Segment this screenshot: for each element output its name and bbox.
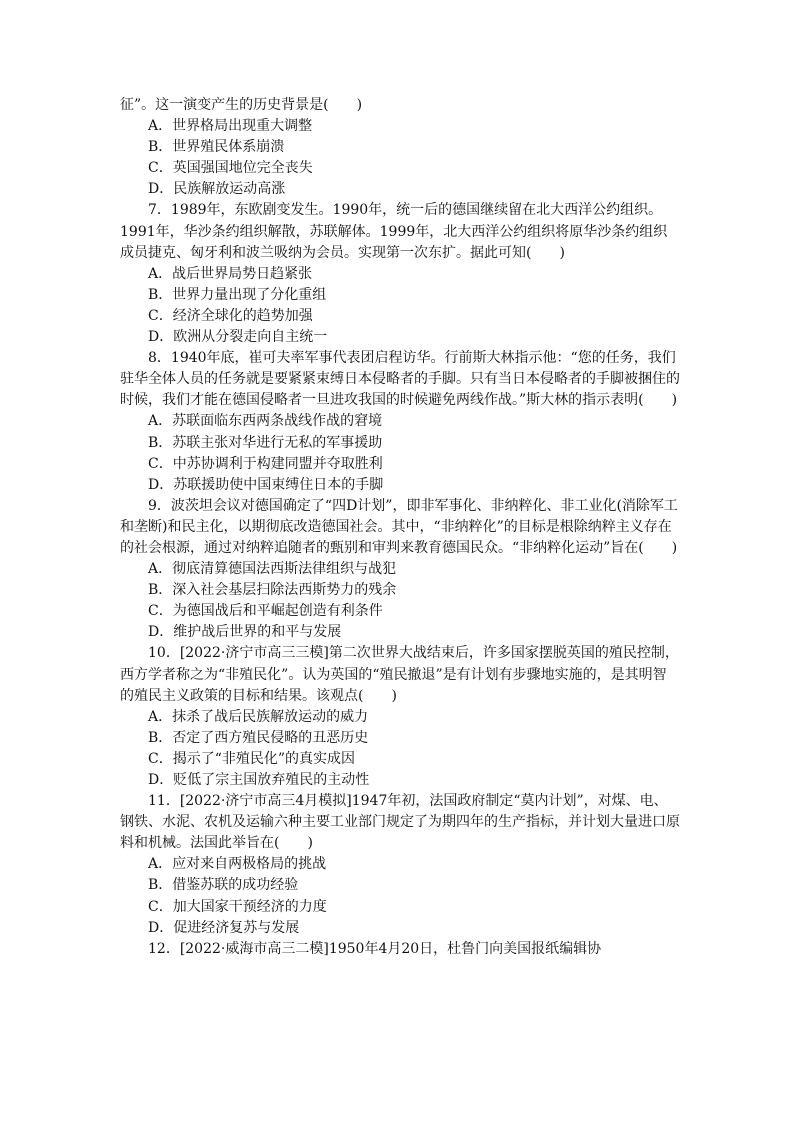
question-8-option-a: A．苏联面临东西两条战线作战的窘境 (148, 413, 383, 430)
question-list (120, 95, 680, 960)
question-7-option-b: B．世界力量出现了分化重组 (148, 286, 327, 303)
question-9-option-a: A．彻底清算德国法西斯法律组织与战犯 (148, 561, 397, 578)
question-9-option-d: D．维护战后世界的和平与发展 (148, 624, 342, 641)
question-8-option-b: B．苏联主张对华进行无私的军事援助 (148, 434, 383, 451)
question-11-option-c: C．加大国家干预经济的力度 (148, 898, 327, 915)
question-11-option-a: A．应对来自两极格局的挑战 (148, 856, 327, 873)
question-10-option-b: B．否定了西方殖民侵略的丑恶历史 (148, 729, 369, 746)
question-10-option-c: C．揭示了“非殖民化”的真实成因 (148, 750, 356, 767)
question-7-option-a: A．战后世界局势日趋紧张 (148, 265, 313, 282)
question-7-stem: 7．1989年，东欧剧变发生。1990年，统一后的德国继续留在北大西洋公约组织。1991年，华沙条约组织解散，苏联解体。1999年，北大西洋公约组织将原华沙条约组织成员捷克、匈牙利和波兰吸纳为会员。实现第一次东扩。据此可知( ) (120, 202, 668, 261)
question-7-option-d: D．欧洲从分裂走向自主统一 (148, 329, 328, 346)
question-8-stem: 8．1940年底，崔可夫率军事代表团启程访华。行前斯大林指示他：“您的任务，我们驻华全体人员的任务就是要紧紧束缚日本侵略者的手脚。只有当日本侵略者的手脚被捆住的时候，我们才能在德国侵略者一旦进攻我国的时候避免两线作战。”斯大林的指示表明( ) (120, 350, 680, 409)
question-8-option-c: C．中苏协调利于构建同盟并夺取胜利 (148, 455, 383, 472)
question-9-option-c: C．为德国战后和平崛起创造有利条件 (148, 603, 383, 620)
question-10-option-d: D．贬低了宗主国放弃殖民的主动性 (148, 772, 370, 788)
question-10-option-a: A．抹杀了战后民族解放运动的威力 (148, 708, 369, 725)
question-10-stem: 10．[2022·济宁市高三三模]第二次世界大战结束后，许多国家摆脱英国的殖民控制，西方学者称之为“非殖民化”。认为英国的“殖民撤退”是有计划有步骤地实施的，是其明智的殖民主义政策的目标和结果。该观点( ) (120, 645, 679, 704)
question-11-option-d: D．促进经济复苏与发展 (148, 919, 300, 936)
question-9-option-b: B．深入社会基层扫除法西斯势力的残余 (148, 582, 397, 599)
question-9-stem: 9．波茨坦会议对德国确定了“四D计划”，即非军事化、非纳粹化、非工业化(消除军工和垄断)和民主化，以期彻底改造德国社会。其中，“非纳粹化”的目标是根除纳粹主义存在的社会根源，通过对纳粹追随者的甄别和审判来教育德国民众。“非纳粹化运动”旨在( ) (120, 497, 678, 556)
lead-option-c: C．英国强国地位完全丧失 (148, 160, 313, 177)
question-11-stem: 11．[2022·济宁市高三4月模拟]1947年初，法国政府制定“莫内计划”，对煤、电、钢铁、水泥、农机及运输六种主要工业部门规定了为期四年的生产指标，并计划大量进口原料和机械。法国此举旨在( ) (120, 793, 680, 852)
question-7-option-c: C．经济全球化的趋势加强 (148, 307, 313, 324)
question-11-option-b: B．借鉴苏联的成功经验 (148, 877, 299, 894)
lead-option-b: B．世界殖民体系崩溃 (148, 139, 285, 156)
lead-option-d: D．民族解放运动高涨 (148, 181, 286, 198)
question-12-stem: 12．[2022·威海市高三二模]1950年4月20日，杜鲁门向美国报纸编辑协 (148, 940, 602, 957)
lead-option-a: A．世界格局出现重大调整 (148, 118, 313, 135)
lead-line: 征”。这一演变产生的历史背景是( ) (120, 97, 363, 113)
question-8-option-d: D．苏联援助使中国束缚住日本的手脚 (148, 476, 384, 493)
